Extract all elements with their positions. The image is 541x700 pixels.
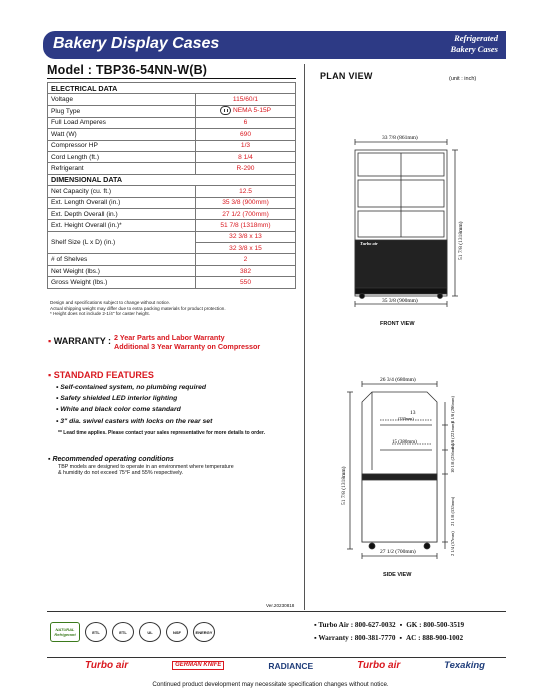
spec-label: Ext. Depth Overall (in.) xyxy=(48,208,196,219)
turbo-air-phone: Turbo Air : 800-627-0032 xyxy=(318,621,396,629)
radiance-logo: RADIANCE xyxy=(268,660,314,671)
energy-logo: ENERGY xyxy=(193,622,215,642)
spec-label: Net Weight (lbs.) xyxy=(48,265,196,276)
list-item: • 3" dia. swivel casters with locks on the rear set xyxy=(56,417,213,425)
brand-logos xyxy=(85,660,485,671)
natural-refrigerant-logo: NATURAL Refrigerant xyxy=(50,622,80,642)
spec-value: 32 3/8 x 13 xyxy=(196,231,296,242)
spec-value: 51 7/8 (1318mm) xyxy=(196,220,296,231)
recommended-title: Recommended operating conditions xyxy=(52,456,174,463)
note-line: * Height does not include 2-1/4" for caster height. xyxy=(50,311,150,317)
side-bottom-dimension: 27 1/2 (700mm) xyxy=(380,549,416,555)
spec-value: 32 3/8 x 15 xyxy=(196,243,296,254)
etl-sanitation-logo: ETL xyxy=(112,622,134,642)
turbo-air-logo: Turbo air xyxy=(85,660,129,671)
spec-value: 35 3/8 (900mm) xyxy=(196,197,296,208)
spec-value: 382 xyxy=(196,265,296,276)
side-top-dimension: 26 3/4 (680mm) xyxy=(380,377,416,383)
list-item: • Self-contained system, no plumbing required xyxy=(56,384,207,391)
version-label: Ver.20230818 xyxy=(266,603,295,608)
spec-value: 27 1/2 (700mm) xyxy=(196,208,296,219)
note-line: Design and specifications subject to change without notice. xyxy=(50,300,171,305)
spec-label: Gross Weight (lbs.) xyxy=(48,277,196,288)
footer-disclaimer: Continued product development may necessitate specification changes without notice. xyxy=(152,681,389,688)
nsf-logo: NSF xyxy=(166,622,188,642)
warranty-line: 2 Year Parts and Labor Warranty xyxy=(114,333,225,342)
note-line: Actual shipping weight may differ due to extra packing materials for product protection. xyxy=(50,305,226,311)
right-dimension: 21 1/8 (535mm) xyxy=(450,496,455,526)
standard-features-title: STANDARD FEATURES xyxy=(53,370,154,380)
right-dimension: 2 1/4 (57mm) xyxy=(450,531,455,556)
front-bottom-dimension: 35 3/8 (900mm) xyxy=(382,298,418,304)
list-item: • White and black color come standard xyxy=(56,406,181,414)
front-view-drawing xyxy=(355,139,458,307)
electrical-data-heading: ELECTRICAL DATA xyxy=(48,83,296,94)
spec-label: Plug Type xyxy=(48,105,196,117)
brand-divider xyxy=(47,657,506,658)
spec-value: 115/60/1 xyxy=(196,94,296,105)
ul-logo: UL xyxy=(139,622,161,642)
category-line1: Refrigerated xyxy=(454,33,498,43)
front-height-dimension: 51 7/8 (1318mm) xyxy=(458,221,464,260)
shelf2-dimension: 15 (380mm) xyxy=(392,440,417,445)
front-view-label: FRONT VIEW xyxy=(380,321,415,327)
spec-value: R-290 xyxy=(196,163,296,174)
recommended-line: TBP models are designed to operate in an environment where temperature xyxy=(58,464,234,470)
spec-label: Full Load Amperes xyxy=(48,117,196,128)
lead-time-note: ** Lead time applies. Please contact your sales representative for more details to order. xyxy=(58,430,266,436)
footer-divider xyxy=(47,611,506,612)
gk-phone: GK : 800-500-3519 xyxy=(406,621,465,629)
spec-value: 8 1/4 xyxy=(196,151,296,162)
warranty-label-text: WARRANTY : xyxy=(53,336,112,346)
spec-value: 2 xyxy=(196,254,296,265)
warranty-phone: Warranty : 800-381-7770 xyxy=(318,634,396,642)
spec-label: Compressor HP xyxy=(48,140,196,151)
spec-label: Voltage xyxy=(48,94,196,105)
plan-view-title: PLAN VIEW xyxy=(320,71,373,81)
standard-features-heading: ▪ STANDARD FEATURES xyxy=(48,370,154,380)
front-top-dimension: 33 7/8 (861mm) xyxy=(382,135,418,141)
turbo-air-logo: Turbo air xyxy=(357,660,401,671)
spec-value: 550 xyxy=(196,277,296,288)
contact-info: ▪ Turbo Air : 800-627-0032 ▪ GK : 800-500-3519 ▪ Warranty : 800-381-7770 ▪ AC : 888-900-1002 xyxy=(314,621,465,642)
category-line2: Bakery Cases xyxy=(450,44,498,54)
spec-label: Cord Length (ft.) xyxy=(48,151,196,162)
shelf1-dimension-b: (330mm) xyxy=(398,416,414,421)
list-item: • Safety shielded LED interior lighting xyxy=(56,395,178,403)
spec-label: Net Capacity (cu. ft.) xyxy=(48,186,196,197)
spec-label: Shelf Size (L x D) (in.) xyxy=(48,231,196,254)
shelf1-dimension-a: 13 xyxy=(410,410,416,416)
ac-phone: AC : 888-900-1002 xyxy=(405,634,464,642)
spec-value: 6 xyxy=(196,117,296,128)
etl-logo: ETL xyxy=(85,622,107,642)
german-knife-logo: GERMAN KNIFE xyxy=(172,661,224,670)
recommended-heading: ▪ Recommended operating conditions xyxy=(48,456,174,463)
spec-label: Ext. Length Overall (in.) xyxy=(48,197,196,208)
spec-value: 1/3 xyxy=(196,140,296,151)
certification-row xyxy=(50,622,215,642)
right-dimension: 8 1/8 (206mm) xyxy=(450,396,455,423)
spec-label: # of Shelves xyxy=(48,254,196,265)
page-title: Bakery Display Cases xyxy=(53,35,220,52)
spec-label: Ext. Height Overall (in.)* xyxy=(48,220,196,231)
right-dimension: 10 1/8 (256mm) xyxy=(450,443,455,473)
texaking-logo: Texaking xyxy=(444,660,485,671)
plug-type-value: NEMA 5-15P xyxy=(232,106,272,114)
right-dimension: 8 5/8 (221mm) xyxy=(450,422,455,449)
recommended-line: & humidity do not exceed 75°F and 55% respectively. xyxy=(58,470,184,477)
unit-label: (unit : inch) xyxy=(449,76,477,82)
spec-label: Watt (W) xyxy=(48,129,196,140)
side-height-dimension: 51 7/8 (1318mm) xyxy=(341,466,347,505)
warranty-line: Additional 3 Year Warranty on Compressor xyxy=(114,341,261,351)
warranty-label: ▪ WARRANTY : xyxy=(48,336,112,346)
spec-value: 12.5 xyxy=(196,186,296,197)
spec-label: Refrigerant xyxy=(48,163,196,174)
spec-value: 690 xyxy=(196,129,296,140)
front-brand-logo: Turbo air xyxy=(360,241,378,246)
side-view-label: SIDE VIEW xyxy=(383,572,412,578)
side-view-drawing xyxy=(347,381,448,559)
model-number: Model : TBP36-54NN-W(B) xyxy=(47,63,208,77)
dimensional-data-heading: DIMENSIONAL DATA xyxy=(48,174,296,185)
